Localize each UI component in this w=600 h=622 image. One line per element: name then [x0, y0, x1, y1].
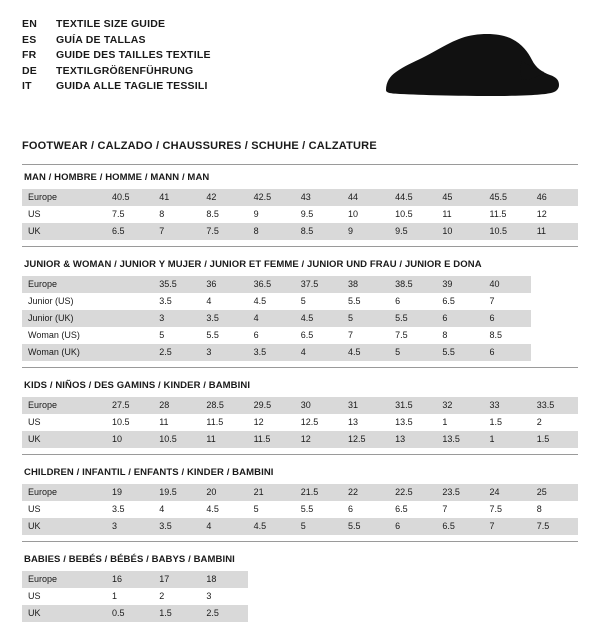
cell: 11: [159, 417, 169, 427]
row-label: US: [28, 504, 41, 514]
cell: 8.5: [489, 330, 503, 340]
cell: 4.5: [253, 296, 267, 306]
cell: 38.5: [389, 276, 436, 293]
row-label: US: [28, 209, 41, 219]
cell: [342, 605, 389, 622]
cell: 4.5: [295, 310, 342, 327]
cell: [531, 293, 578, 310]
table-row: [22, 605, 578, 622]
cell: [531, 605, 578, 622]
size-table: [22, 189, 578, 240]
table-row: [22, 484, 578, 501]
cell: 25: [531, 484, 578, 501]
language-code: FR: [22, 49, 37, 61]
cell: 4: [295, 344, 342, 361]
cell: [106, 344, 153, 361]
cell: 6: [253, 330, 259, 340]
cell: 5: [300, 296, 306, 306]
cell: 35.5: [153, 276, 200, 293]
table-row: [22, 431, 578, 448]
cell: 5.5: [347, 296, 361, 306]
cell: 36.5: [248, 276, 295, 293]
cell: 44: [342, 189, 389, 206]
cell: 4: [248, 310, 295, 327]
cell: 7: [489, 296, 495, 306]
cell: 36: [200, 276, 247, 293]
cell: 27.5: [106, 397, 153, 414]
language-title: TEXTILE SIZE GUIDE: [56, 18, 166, 30]
cell: 37.5: [295, 276, 342, 293]
row-label: Europe: [22, 571, 106, 588]
language-code: EN: [22, 18, 37, 30]
cell: 42: [200, 189, 247, 206]
cell: 6.5: [106, 223, 153, 240]
cell: 30: [295, 397, 342, 414]
cell: 22: [342, 484, 389, 501]
cell: 11.5: [489, 209, 507, 219]
cell: 3: [200, 344, 247, 361]
cell: 8.5: [206, 209, 219, 219]
cell: 21.5: [295, 484, 342, 501]
cell: 3: [153, 310, 200, 327]
table-row: [22, 397, 578, 414]
cell: 3.5: [248, 344, 295, 361]
cell: [531, 276, 578, 293]
cell: [436, 571, 483, 588]
divider: [22, 454, 578, 455]
cell: 43: [295, 189, 342, 206]
cell: [106, 327, 153, 344]
size-table: [22, 276, 578, 361]
cell: 13: [347, 417, 358, 427]
cell: 0.5: [106, 605, 153, 622]
cell: 11: [200, 431, 247, 448]
divider: [22, 367, 578, 368]
language-title: TEXTILGRÖßENFÜHRUNG: [56, 64, 194, 77]
cell: 31.5: [389, 397, 436, 414]
cell: 12: [253, 417, 264, 427]
cell: 5.5: [300, 504, 314, 514]
cell: 33.5: [531, 397, 578, 414]
cell: [295, 571, 342, 588]
cell: [248, 605, 295, 622]
row-label: US: [28, 417, 41, 427]
language-title: GUÍA DE TALLAS: [56, 33, 146, 46]
table-row: [22, 344, 578, 361]
cell: 1.5: [153, 605, 200, 622]
cell: [106, 276, 153, 293]
cell: 28: [153, 397, 200, 414]
cell: 7: [347, 330, 353, 340]
cell: 21: [248, 484, 295, 501]
cell: 10: [436, 223, 483, 240]
table-row: [22, 223, 578, 240]
cell: [531, 588, 578, 605]
divider: [22, 246, 578, 247]
cell: 11: [442, 209, 452, 219]
row-label: UK: [22, 605, 106, 622]
size-table: [22, 571, 578, 622]
cell: 1.5: [531, 431, 578, 448]
cell: 7.5: [489, 504, 503, 514]
cell: 5.5: [436, 344, 483, 361]
table-row: [22, 310, 578, 327]
cell: 10.5: [153, 431, 200, 448]
cell: 13: [389, 431, 436, 448]
language-code: DE: [22, 64, 37, 77]
size-table-body: [22, 189, 578, 240]
table-row: [22, 501, 578, 518]
page-title: FOOTWEAR / CALZADO / CHAUSSURES / SCHUHE / CALZATURE: [22, 140, 377, 152]
cell: 10: [106, 431, 153, 448]
cell: 13.5: [395, 417, 413, 427]
cell: 2: [159, 591, 165, 601]
cell: 10.5: [395, 209, 413, 219]
row-label: UK: [22, 223, 106, 240]
block-title: CHILDREN / INFANTIL / ENFANTS / KINDER / BAMBINI: [24, 467, 274, 478]
cell: 7.5: [200, 223, 247, 240]
size-table-body: [22, 484, 578, 535]
cell: 12: [295, 431, 342, 448]
cell: 2: [536, 417, 542, 427]
cell: 28.5: [200, 397, 247, 414]
cell: 6: [484, 344, 531, 361]
cell: 10.5: [112, 417, 130, 427]
size-block-man: [22, 165, 578, 247]
table-row: [22, 206, 578, 223]
cell: 5: [389, 344, 436, 361]
cell: 6: [436, 310, 483, 327]
cell: 46: [531, 189, 578, 206]
cell: 4: [206, 296, 212, 306]
cell: 2.5: [153, 344, 200, 361]
size-block-children: [22, 460, 578, 542]
cell: 18: [200, 571, 247, 588]
size-block-kids: [22, 373, 578, 455]
cell: 9.5: [300, 209, 314, 219]
row-label: US: [28, 591, 41, 601]
cell: 39: [436, 276, 483, 293]
cell: 4: [200, 518, 247, 535]
cell: 38: [342, 276, 389, 293]
cell: 2.5: [200, 605, 247, 622]
cell: 13.5: [436, 431, 483, 448]
cell: 7: [484, 518, 531, 535]
row-label: UK: [22, 431, 106, 448]
size-block-babies: [22, 547, 578, 622]
language-code: IT: [22, 80, 32, 92]
cell: 42.5: [248, 189, 295, 206]
cell: 17: [153, 571, 200, 588]
cell: 16: [106, 571, 153, 588]
cell: [389, 605, 436, 622]
cell: 6.5: [395, 504, 408, 514]
size-block-junior-woman: [22, 252, 578, 368]
block-title: BABIES / BEBÉS / BÉBÉS / BABYS / BAMBINI: [24, 554, 235, 565]
cell: 6.5: [436, 518, 483, 535]
cell: 6: [347, 504, 353, 514]
cell: 22.5: [389, 484, 436, 501]
language-title: GUIDE DES TAILLES TEXTILE: [56, 49, 211, 61]
cell: 7.5: [112, 209, 125, 219]
cell: 12: [536, 209, 547, 219]
block-title: KIDS / NIÑOS / DES GAMINS / KINDER / BAMBINI: [24, 380, 251, 391]
cell: [106, 293, 153, 310]
cell: 3: [106, 518, 153, 535]
language-title: GUIDA ALLE TAGLIE TESSILI: [56, 80, 208, 92]
cell: 20: [200, 484, 247, 501]
cell: 8: [248, 223, 295, 240]
cell: [295, 588, 342, 605]
cell: 12.5: [300, 417, 319, 427]
table-row: [22, 189, 578, 206]
cell: 31: [342, 397, 389, 414]
cell: 9.5: [389, 223, 436, 240]
cell: 5.5: [389, 310, 436, 327]
cell: 1: [442, 417, 448, 427]
cell: 7: [442, 504, 448, 514]
cell: 8: [536, 504, 542, 514]
cell: 5.5: [342, 518, 389, 535]
block-title: MAN / HOMBRE / HOMME / MANN / MAN: [24, 172, 210, 183]
cell: [248, 588, 295, 605]
row-label: Junior (US): [28, 296, 74, 306]
cell: 41: [153, 189, 200, 206]
cell: 33: [484, 397, 531, 414]
cell: 9: [342, 223, 389, 240]
row-label: Europe: [22, 276, 106, 293]
block-title: JUNIOR & WOMAN / JUNIOR Y MUJER / JUNIOR ET FEMME / JUNIOR UND FRAU / JUNIOR E DONA: [24, 259, 482, 270]
cell: [295, 605, 342, 622]
language-code: ES: [22, 33, 37, 46]
row-label: Europe: [22, 189, 106, 206]
cell: 19: [106, 484, 153, 501]
cell: 11.5: [206, 417, 224, 427]
cell: 40: [484, 276, 531, 293]
language-row: [22, 34, 211, 50]
cell: 3.5: [153, 518, 200, 535]
cell: 6: [395, 296, 401, 306]
cell: [436, 588, 483, 605]
cell: 23.5: [436, 484, 483, 501]
cell: [484, 571, 531, 588]
cell: 8: [159, 209, 165, 219]
cell: [531, 571, 578, 588]
cell: 45: [436, 189, 483, 206]
table-row: [22, 414, 578, 431]
row-label: Europe: [22, 397, 106, 414]
cell: 7.5: [531, 518, 578, 535]
cell: 7: [153, 223, 200, 240]
cell: [389, 588, 436, 605]
size-table: [22, 397, 578, 448]
cell: [531, 344, 578, 361]
cell: 19.5: [153, 484, 200, 501]
row-label: Woman (US): [28, 330, 80, 340]
cell: [106, 310, 153, 327]
row-label: Europe: [22, 484, 106, 501]
divider: [22, 541, 578, 542]
cell: [531, 327, 578, 344]
cell: 8: [442, 330, 448, 340]
page-header: [22, 18, 578, 126]
cell: 44.5: [389, 189, 436, 206]
table-row: [22, 518, 578, 535]
cell: 4.5: [248, 518, 295, 535]
cell: 5.5: [206, 330, 219, 340]
row-label: UK: [22, 518, 106, 535]
table-row: [22, 571, 578, 588]
cell: 8.5: [295, 223, 342, 240]
row-label: Junior (UK): [22, 310, 106, 327]
language-title-list: [22, 18, 211, 96]
cell: [248, 571, 295, 588]
cell: 7.5: [395, 330, 408, 340]
cell: 6: [389, 518, 436, 535]
size-table-body: [22, 276, 578, 361]
cell: 11: [531, 223, 578, 240]
cell: 9: [253, 209, 259, 219]
size-table-body: [22, 571, 578, 622]
cell: 6.5: [300, 330, 314, 340]
cell: 1: [484, 431, 531, 448]
cell: 4: [159, 504, 165, 514]
cell: [484, 605, 531, 622]
cell: 6: [484, 310, 531, 327]
cell: 32: [436, 397, 483, 414]
cell: 3: [206, 591, 212, 601]
cell: 40.5: [106, 189, 153, 206]
cell: 24: [484, 484, 531, 501]
cell: 4.5: [342, 344, 389, 361]
cell: 1: [112, 591, 118, 601]
cell: [436, 605, 483, 622]
language-title-list-body: [22, 18, 211, 96]
cell: [389, 571, 436, 588]
cell: 1.5: [489, 417, 503, 427]
size-table-body: [22, 397, 578, 448]
cell: 45.5: [484, 189, 531, 206]
cell: 12.5: [342, 431, 389, 448]
table-row: [22, 293, 578, 310]
language-row: [22, 80, 211, 96]
cell: 4.5: [206, 504, 219, 514]
cell: [531, 310, 578, 327]
language-row: [22, 18, 211, 34]
cell: 6.5: [442, 296, 455, 306]
cell: 5: [295, 518, 342, 535]
table-row: [22, 588, 578, 605]
cell: [342, 588, 389, 605]
cell: 3.5: [159, 296, 172, 306]
cell: 10: [347, 209, 358, 219]
row-label: Woman (UK): [22, 344, 106, 361]
dress-shoe-icon: [370, 28, 560, 108]
cell: 11.5: [248, 431, 295, 448]
cell: 5: [253, 504, 259, 514]
cell: 5: [342, 310, 389, 327]
language-row: [22, 49, 211, 65]
cell: [484, 588, 531, 605]
cell: 10.5: [484, 223, 531, 240]
size-table: [22, 484, 578, 535]
language-row: [22, 65, 211, 81]
cell: 3.5: [200, 310, 247, 327]
cell: [342, 571, 389, 588]
table-row: [22, 327, 578, 344]
cell: 5: [159, 330, 165, 340]
table-row: [22, 276, 578, 293]
cell: 29.5: [248, 397, 295, 414]
cell: 3.5: [112, 504, 125, 514]
